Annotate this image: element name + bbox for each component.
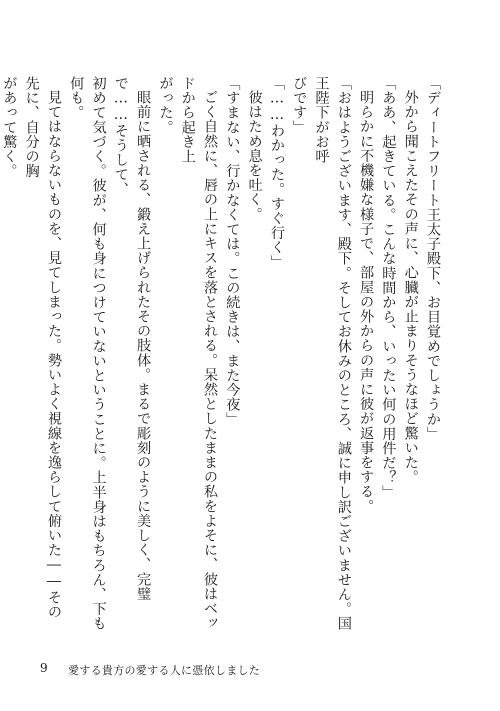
text-line: がった。 <box>157 76 174 135</box>
text-line: 彼はため息を吐く。 <box>246 90 263 222</box>
text-line: 「ああ、起きている。こんな時間から、いったい何の用件だ？」 <box>380 76 397 500</box>
text-line: があって驚く。 <box>1 76 18 179</box>
book-title: 愛する貴方の愛する人に憑依しました <box>68 664 261 677</box>
page-footer <box>0 661 500 681</box>
body-text <box>1 76 444 632</box>
text-line: ごく自然に、唇の上にキスを落とされる。呆然としたままの私をよそに、彼はベッドから起き上 <box>179 76 219 631</box>
text-line: 「すまない、行かなくては。この続きは、また今夜」 <box>224 76 241 427</box>
text-line: 外から聞こえたその声に、心臓が止まりそうなほど驚いた。 <box>402 90 419 485</box>
page-number: 9 <box>40 661 48 675</box>
text-line: 眼前に晒される、鍛え上げられたその肢体。まるで彫刻のように美しく、完璧で……そうして、 <box>112 76 152 602</box>
text-line: びです」 <box>291 76 308 135</box>
text-line: 「……わかった。すぐ行く」 <box>268 76 285 270</box>
text-line: 「ディートフリート王太子殿下、お目覚めでしょうか」 <box>425 76 441 441</box>
text-line: 見てはならないものを、見てしまった。勢いよく視線を逸らして俯いた――その先に、自分の胸 <box>23 76 62 620</box>
text-line: 明らかに不機嫌な様子で、部屋の外からの声に彼が返事をする。 <box>358 90 375 514</box>
text-line: 「おはようございます、殿下。そしてお休みのところ、誠に申し訳ございません。国王陛下がお呼 <box>313 76 352 631</box>
text-line: 初めて気づく。彼が、何も身につけていないということに。上半身はもちろん、下も何も。 <box>68 76 107 631</box>
